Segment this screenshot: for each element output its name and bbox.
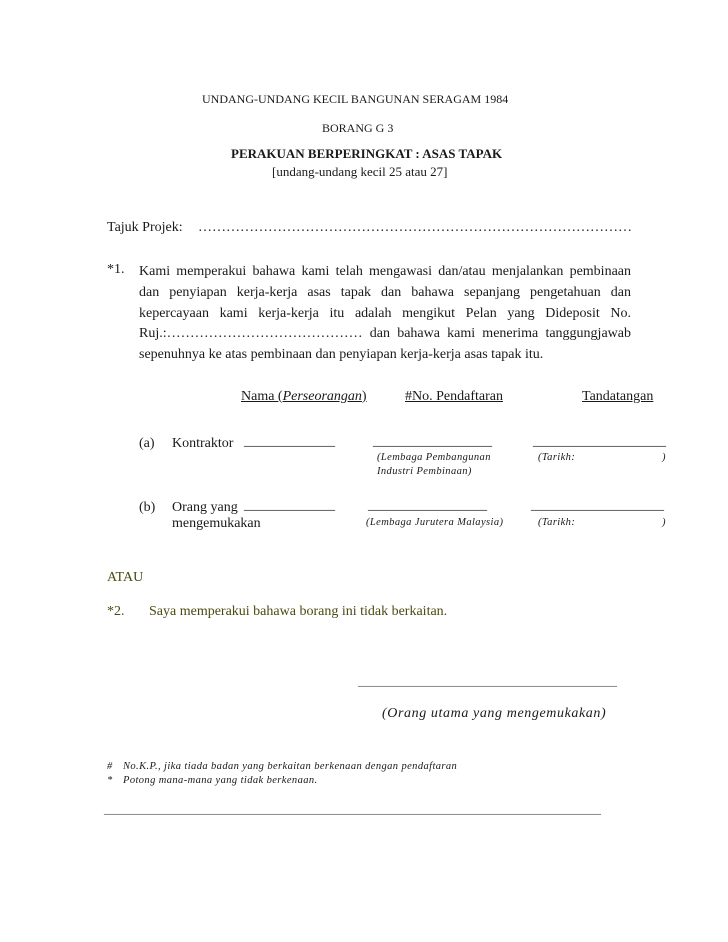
row-b-marker: (b)	[139, 500, 156, 515]
column-name-prefix: Nama (	[241, 389, 283, 404]
certificate-title: PERAKUAN BERPERINGKAT : ASAS TAPAK	[231, 146, 503, 161]
footnote-star-marker: *	[107, 775, 113, 786]
row-a-label: Kontraktor	[172, 436, 234, 451]
row-a-name-field[interactable]: _____________	[244, 434, 335, 449]
column-name-italic: Perseorangan	[282, 389, 362, 404]
row-a-date-close: )	[662, 452, 666, 463]
row-b-body: (Lembaga Jurutera Malaysia)	[366, 517, 504, 528]
footnote-hash-text: No.K.P., jika tiada badan yang berkaitan berkenaan dengan pendaftaran	[123, 761, 458, 772]
footer-rule: _______________________________________________________________________	[104, 802, 601, 817]
row-b-label-line2: mengemukakan	[172, 516, 261, 531]
row-b-reg-field[interactable]: _________________	[368, 498, 487, 513]
column-name-header	[241, 389, 367, 405]
row-b-date-close: )	[662, 517, 666, 528]
row-a-body-line2: Industri Pembinaan)	[377, 466, 472, 477]
column-reg-no-header	[405, 389, 503, 405]
clause-1-text: Kami memperakui bahawa kami telah mengawasi dan/atau menjalankan pembinaan dan penyiapan kerja-kerja asas tapak dan bahawa sepanjang pengetahuan dan kepercayaan kami kerja-kerja itu adalah mengikut Pelan yang Dideposit No. Ruj.:…………………………………… dan bahawa kami menerima tanggungjawab sepenuhnya ke atas pembinaan dan penyiapan kerja-kerja asas tapak itu.	[139, 264, 631, 363]
row-b-label-line1: Orang yang	[172, 500, 238, 515]
row-a-marker: (a)	[139, 436, 155, 451]
clause-2-marker: *2.	[107, 604, 125, 619]
footnote-hash-marker: #	[107, 761, 113, 772]
submitter-signature-line[interactable]: _____________________________________	[358, 674, 617, 689]
row-a-body-line1: (Lembaga Pembangunan	[377, 452, 491, 463]
clause-1-marker: *1.	[107, 262, 125, 277]
act-title: UNDANG-UNDANG KECIL BANGUNAN SERAGAM 1984	[202, 92, 509, 106]
form-number: BORANG G 3	[322, 121, 394, 135]
row-b-date-label: (Tarikh:	[538, 517, 576, 528]
row-a-date-label: (Tarikh:	[538, 452, 576, 463]
atau-divider-text: ATAU	[107, 570, 144, 585]
footnote-star-text: Potong mana-mana yang tidak berkenaan.	[123, 775, 318, 786]
clause-2-text: Saya memperakui bahawa borang ini tidak berkaitan.	[149, 604, 448, 619]
row-a-reg-field[interactable]: _________________	[373, 434, 492, 449]
column-reg-no-text: #No. Pendaftaran	[405, 389, 503, 404]
project-title-label: Tajuk Projek:	[107, 220, 183, 235]
row-b-name-field[interactable]: _____________	[244, 498, 335, 513]
row-a-signature-field[interactable]: ___________________	[533, 434, 666, 449]
column-name-suffix: )	[361, 389, 367, 404]
column-signature-header: Tandatangan	[582, 389, 654, 404]
project-title-dots[interactable]: …………………………………………………………………………………	[198, 220, 632, 235]
row-b-signature-field[interactable]: ___________________	[531, 498, 664, 513]
submitter-caption: (Orang utama yang mengemukakan)	[382, 706, 607, 721]
bylaw-reference: [undang-undang kecil 25 atau 27]	[272, 164, 448, 179]
